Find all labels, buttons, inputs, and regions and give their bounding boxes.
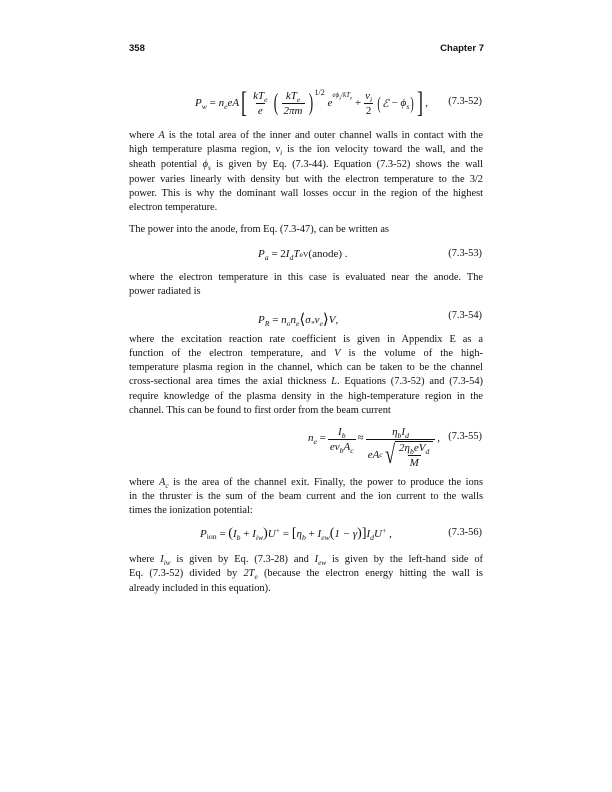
text-line: where $A_c$ is the area of the channel exit. Finally, the power to produce the ions [129,477,483,491]
text-line: Eq. (7.3-52) divided by $2T_e$ (because the electron energy hitting the wall is [129,568,483,582]
text-line: The power into the anode, from Eq. (7.3-47), can be written as [129,224,389,235]
text-line: temperature plasma region in the channel, which can be taken to be the channel [129,362,483,373]
inline-math: $I_{ew}$ [314,554,327,568]
equation-number: (7.3-55) [448,431,482,442]
equation-number: (7.3-54) [448,310,482,321]
inline-math: $v_i$ [275,144,283,158]
inline-math: $\phi_s$ [202,159,211,173]
equation-7-3-55: $n_e$ = $\frac{I_b}{ev_bA_c}$ ≈ $\eta_bI_d$ eA c √ $\frac{2\eta_beV_d}{M}$ , [308,426,441,469]
exponent-one-half: 1/2 [314,88,325,97]
text-line: already included in this equation). [129,583,271,594]
inline-math: $2T_e$ [243,568,258,582]
text-line: where $I_{iw}$ is given by Eq. (7.3-28) and $I_{ew}$ is given by the left-hand side of [129,554,484,568]
inline-math: A [158,130,165,141]
equation-7-3-53: $P_a$ = 2 $I_dT$ eV (anode) . [258,248,348,263]
text-line: where the electron temperature in this case is evaluated near the anode. The [129,272,483,283]
page-number: 358 [129,43,145,54]
text-line: times the ionization potential: [129,505,253,516]
equation-7-3-56: P $_{ion}$ = ( $I_b$ + $I_{iw}$ ) U + = [ $\eta_b$ + $I_{ew}$ ( 1 − γ )] $I_dU$ + , [200,526,392,543]
text-line: electron temperature. [129,202,218,213]
text-line: function of the electron temperature, and V is the volume of the high- [129,348,483,359]
text-line: high temperature plasma region, $v_i$ is the ion velocity toward the wall, and the [129,144,483,158]
text-line: channel. This can be found to first order from the beam current [129,405,391,416]
text-line: power. This is why the dominant wall losses occur in the region of the highest [129,188,483,199]
equation-7-3-54: $P_R$ = $n_on_e$ ⟨ $\sigma_*v_e$ ⟩ V , [258,312,339,328]
text-line: require knowledge of the plasma density in the high-temperature region in the [129,391,483,402]
equation-7-3-52: $P_w$ = $n_eeA$ [ $\frac{kT_e}{e}$ ( $\frac{kT_e}{2\pi m}$ ) 1/2 $e^{e\phi_s/kT_e}$ + $\frac{v_i}{2}$ ( ℰ − $\phi_s$ ) ] , [195,86,428,119]
text-line: power radiated is [129,286,201,297]
text-line: where A is the total area of the inner and outer channel walls in contact with the [129,130,483,141]
text-line: power varies linearly with density but with the electron temperature to the 3/2 [129,174,483,185]
inline-math: V [334,348,341,359]
equation-number: (7.3-52) [448,96,482,107]
text-line: sheath potential $\phi_s$ is given by Eq. (7.3-44). Equation (7.3-52) shows the wall [129,159,483,173]
text-line: cross-sectional area times the axial thickness L. Equations (7.3-52) and (7.3-54) [129,376,483,387]
text-line: where the excitation reaction rate coefficient is given in Appendix E as a [129,334,483,345]
chapter-title: Chapter 7 [440,43,484,54]
equation-number: (7.3-53) [448,248,482,259]
inline-math: $I_{iw}$ [160,554,171,568]
equation-number: (7.3-56) [448,527,482,538]
text-line: in the thruster is the sum of the beam current and the ion current to the walls [129,491,483,502]
inline-math: L [331,376,337,387]
inline-math: $A_c$ [158,477,169,491]
